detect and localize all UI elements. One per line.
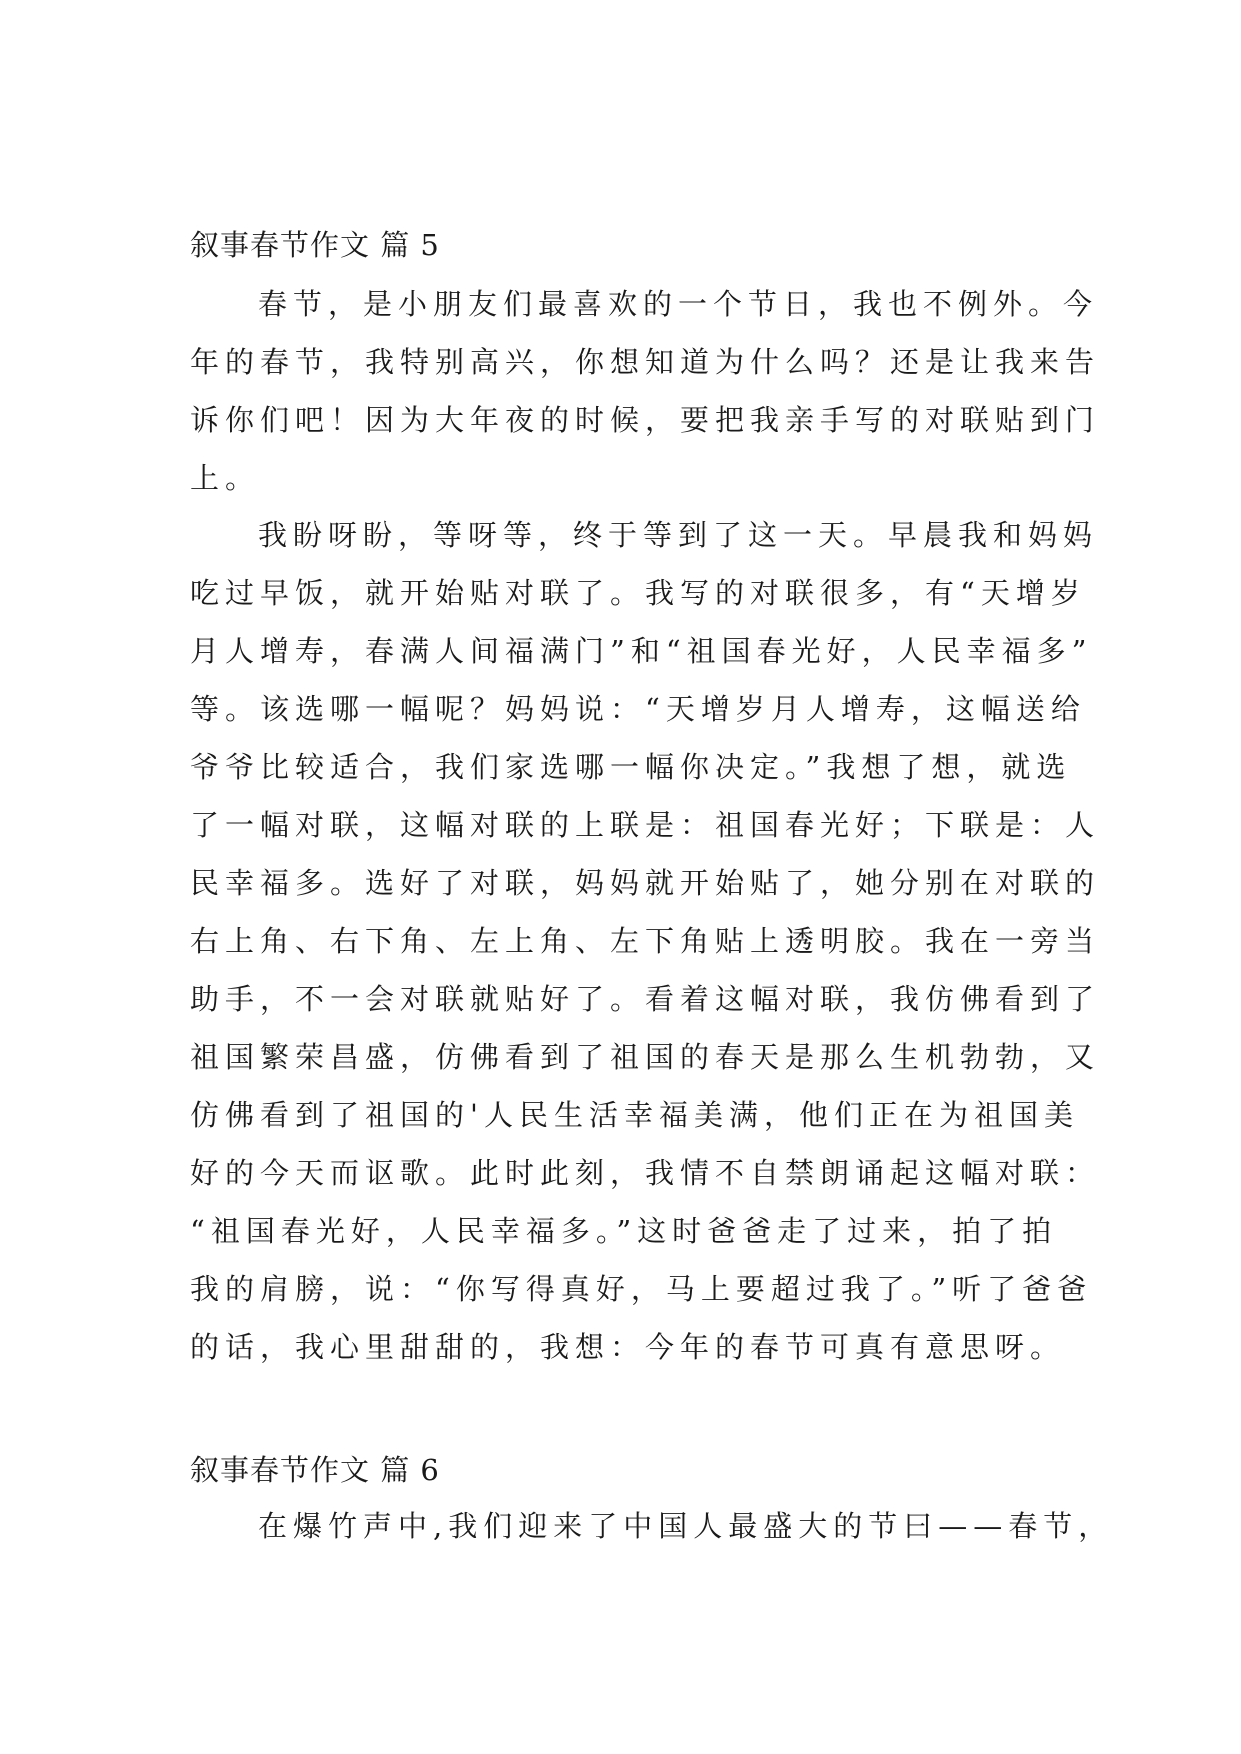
text-line: 诉你们吧！因为大年夜的时候，要把我亲手写的对联贴到门 xyxy=(190,403,1101,437)
text-line: 在爆竹声中,我们迎来了中国人最盛大的节曰——春节， xyxy=(258,1509,1114,1543)
text-line: 年的春节，我特别高兴，你想知道为什么吗？还是让我来告 xyxy=(190,345,1101,379)
section-title-5: 叙事春节作文 篇 5 xyxy=(190,228,440,262)
text-line: 我的肩膀，说：“你写得真好，马上要超过我了。”听了爸爸 xyxy=(190,1272,1093,1306)
text-line: 等。该选哪一幅呢？妈妈说：“天增岁月人增寿，这幅送给 xyxy=(190,692,1086,726)
text-line: 的话，我心里甜甜的，我想：今年的春节可真有意思呀。 xyxy=(190,1330,1066,1364)
text-line: 爷爷比较适合，我们家选哪一幅你决定。”我想了想，就选 xyxy=(190,750,1072,784)
text-line: 仿佛看到了祖国的'人民生活幸福美满，他们正在为祖国美 xyxy=(190,1098,1079,1132)
paragraph xyxy=(190,1497,1114,1555)
text-line: 了一幅对联，这幅对联的上联是：祖国春光好；下联是：人 xyxy=(190,808,1101,842)
section-title-6: 叙事春节作文 篇 6 xyxy=(190,1453,440,1487)
text-line: “祖国春光好，人民幸福多。”这时爸爸走了过来，拍了拍 xyxy=(190,1214,1058,1248)
text-line: 上。 xyxy=(190,461,261,495)
text-line: 春节，是小朋友们最喜欢的一个节日，我也不例外。今 xyxy=(258,287,1099,321)
text-line: 民幸福多。选好了对联，妈妈就开始贴了，她分别在对联的 xyxy=(190,866,1101,900)
text-line: 祖国繁荣昌盛，仿佛看到了祖国的春天是那么生机勃勃，又 xyxy=(190,1040,1101,1074)
text-line: 月人增寿，春满人间福满门”和“祖国春光好，人民幸福多” xyxy=(190,634,1093,668)
text-line: 助手，不一会对联就贴好了。看着这幅对联，我仿佛看到了 xyxy=(190,982,1101,1016)
text-line: 我盼呀盼，等呀等，终于等到了这一天。早晨我和妈妈 xyxy=(258,518,1099,552)
text-line: 右上角、右下角、左上角、左下角贴上透明胶。我在一旁当 xyxy=(190,924,1101,958)
paragraph xyxy=(190,275,1101,507)
text-line: 吃过早饭，就开始贴对联了。我写的对联很多，有“天增岁 xyxy=(190,576,1086,610)
paragraph xyxy=(190,506,1101,1376)
text-line: 好的今天而讴歌。此时此刻，我情不自禁朗诵起这幅对联： xyxy=(190,1156,1101,1190)
